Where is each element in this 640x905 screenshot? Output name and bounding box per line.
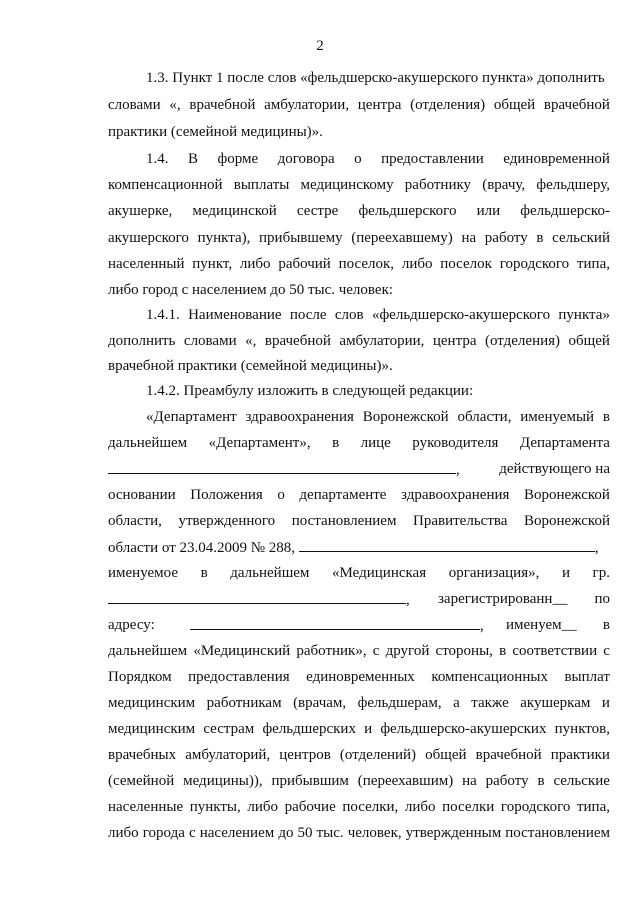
page-number: 2 bbox=[316, 38, 324, 54]
word: рабочий bbox=[278, 256, 331, 272]
word: (врачу, bbox=[482, 177, 526, 193]
text-fragment: , bbox=[406, 592, 410, 608]
text-line bbox=[108, 255, 610, 273]
text-line bbox=[108, 332, 610, 350]
word: утвержденным bbox=[405, 825, 502, 841]
word: стороны, bbox=[435, 643, 493, 659]
text-fragment bbox=[506, 616, 610, 634]
word: (переехавшим) bbox=[357, 773, 454, 789]
word: населением bbox=[199, 825, 275, 841]
word: в bbox=[536, 230, 544, 246]
word: врачебной bbox=[475, 747, 542, 763]
word: В bbox=[187, 151, 198, 167]
word: лице bbox=[360, 435, 391, 451]
word: акушеркам bbox=[520, 695, 591, 711]
text-line: врачебной практики (семейной медицины)». bbox=[108, 358, 393, 374]
word: здравоохранения bbox=[245, 409, 354, 425]
text-fragment: , bbox=[594, 540, 599, 556]
word: фельдшерско- bbox=[520, 203, 610, 219]
word: «фельдшерско-акушерского bbox=[371, 307, 551, 323]
text-line: 1.4.2. Преамбулу изложить в следующей редакции: bbox=[146, 383, 474, 399]
word: зарегистрированн__ bbox=[438, 591, 568, 607]
text-line bbox=[108, 460, 610, 479]
word: Воронежской bbox=[523, 513, 610, 529]
word: прибывшему bbox=[259, 230, 343, 246]
word: или bbox=[476, 203, 501, 219]
word: рабочие bbox=[284, 799, 336, 815]
word: населенный bbox=[108, 256, 185, 272]
text-line bbox=[146, 408, 610, 426]
word: Порядком bbox=[108, 669, 172, 685]
text-line bbox=[108, 616, 610, 634]
word: после bbox=[289, 307, 327, 323]
word: «Медицинская bbox=[332, 565, 427, 581]
text-fragment: , bbox=[456, 462, 460, 478]
word: сельский bbox=[552, 230, 610, 246]
word: словами bbox=[183, 333, 237, 349]
text-line bbox=[108, 229, 610, 247]
word: либо bbox=[247, 799, 278, 815]
blank-field bbox=[108, 590, 406, 604]
word: соответствии bbox=[512, 643, 598, 659]
word: другой bbox=[385, 643, 430, 659]
text-line bbox=[108, 96, 610, 114]
word: и bbox=[601, 695, 610, 711]
word: работникам bbox=[206, 695, 282, 711]
word: медицинским bbox=[108, 695, 196, 711]
blank-field bbox=[190, 616, 480, 630]
word: общей bbox=[568, 333, 610, 349]
word: в bbox=[537, 773, 545, 789]
word: организация», bbox=[448, 565, 540, 581]
word: городского bbox=[499, 256, 570, 272]
word: (семейной bbox=[108, 773, 175, 789]
word: (отделений) bbox=[339, 747, 417, 763]
text-line bbox=[108, 564, 610, 582]
word: «Департамент bbox=[146, 409, 237, 425]
word: утвержденного bbox=[178, 513, 276, 529]
word: поселки bbox=[442, 799, 495, 815]
word: поселок bbox=[440, 256, 492, 272]
word: пункта» bbox=[558, 307, 610, 323]
word: общей bbox=[425, 747, 467, 763]
word: врачебной bbox=[264, 333, 331, 349]
word: медицинским bbox=[108, 721, 196, 737]
word: здравоохранения bbox=[401, 487, 510, 503]
word: единовременных bbox=[306, 669, 415, 685]
word: амбулатории, bbox=[339, 333, 425, 349]
text-line bbox=[146, 150, 610, 168]
word: населенные bbox=[108, 799, 184, 815]
word: прибывшим bbox=[271, 773, 349, 789]
text-line bbox=[108, 176, 610, 194]
blank-field bbox=[299, 538, 595, 552]
word: либо bbox=[404, 799, 436, 815]
word: сельские bbox=[553, 773, 610, 789]
word: Воронежской bbox=[523, 487, 610, 503]
word: гр. bbox=[592, 565, 610, 581]
text-line: практики (семейной медицины)». bbox=[108, 124, 323, 140]
word: амбулатории, bbox=[264, 97, 350, 113]
word: именуемое bbox=[108, 565, 178, 581]
word: города bbox=[142, 825, 185, 841]
word: договора bbox=[277, 151, 335, 167]
word: именуемый bbox=[520, 409, 595, 425]
word: сестре bbox=[296, 203, 339, 219]
word: фельдшеру, bbox=[536, 177, 610, 193]
word: общей bbox=[493, 97, 536, 113]
text-fragment: адресу: bbox=[108, 617, 155, 633]
word: постановлением bbox=[505, 825, 610, 841]
word: центров bbox=[279, 747, 331, 763]
word: в bbox=[602, 409, 610, 425]
text-fragment: действующего на bbox=[499, 461, 610, 477]
text-line bbox=[108, 668, 610, 686]
word: фельдшерских bbox=[262, 721, 356, 737]
word: типа, bbox=[576, 799, 610, 815]
text-line bbox=[108, 590, 610, 609]
text-line bbox=[108, 538, 610, 557]
word: постановлением bbox=[291, 513, 397, 529]
word: человек, bbox=[347, 825, 402, 841]
text-fragment: , bbox=[480, 618, 484, 634]
text-line bbox=[108, 694, 610, 712]
word: департаменте bbox=[299, 487, 387, 503]
word: словами bbox=[108, 97, 161, 113]
word: пункта), bbox=[197, 230, 251, 246]
text-line bbox=[108, 798, 610, 816]
word: врачебной bbox=[543, 97, 610, 113]
text-line bbox=[108, 720, 610, 738]
word: фельдшерам, bbox=[357, 695, 442, 711]
word: о bbox=[354, 151, 362, 167]
word: области, bbox=[108, 513, 162, 529]
word: до bbox=[278, 825, 294, 841]
word: врачебных bbox=[108, 747, 177, 763]
word: и bbox=[364, 721, 373, 737]
word: о bbox=[277, 487, 285, 503]
word: сестрам bbox=[203, 721, 255, 737]
word: руководителя bbox=[412, 435, 499, 451]
word: области, bbox=[457, 409, 512, 425]
text-fragment: области от 23.04.2009 № 288, bbox=[108, 540, 296, 556]
word: основании bbox=[108, 487, 176, 503]
word: на bbox=[461, 230, 477, 246]
word: Положения bbox=[190, 487, 263, 503]
text-line bbox=[108, 772, 610, 790]
text-line bbox=[108, 824, 610, 842]
text-line bbox=[108, 512, 610, 530]
word: на bbox=[462, 773, 477, 789]
word: поселки, bbox=[342, 799, 399, 815]
word: работу bbox=[485, 773, 529, 789]
word: и bbox=[561, 565, 570, 581]
text-line bbox=[108, 434, 610, 452]
word: (переехавшему) bbox=[351, 230, 453, 246]
word: либо bbox=[108, 825, 139, 841]
word: пунктов, bbox=[554, 721, 610, 737]
word: акушерке, bbox=[108, 203, 173, 219]
word: с bbox=[603, 643, 610, 659]
word: медицины)), bbox=[183, 773, 263, 789]
word: выплат bbox=[564, 669, 610, 685]
word: Наименование bbox=[188, 307, 282, 323]
word: работу bbox=[484, 230, 528, 246]
word: (отделения) bbox=[484, 333, 561, 349]
word: «Департамент», bbox=[208, 435, 311, 451]
word: (врачам, bbox=[293, 695, 347, 711]
blank-field bbox=[108, 460, 456, 474]
word: поселок, bbox=[338, 256, 395, 272]
word: компенсационной bbox=[108, 177, 223, 193]
word: пункт, bbox=[192, 256, 233, 272]
word: (отделения) bbox=[410, 97, 486, 113]
word: по bbox=[594, 591, 610, 607]
word: городского bbox=[500, 799, 571, 815]
word: дальнейшем bbox=[108, 435, 188, 451]
word: либо bbox=[239, 256, 271, 272]
text-line bbox=[108, 746, 610, 764]
text-line: либо город с населением до 50 тыс. человек: bbox=[108, 282, 394, 298]
word: предоставлении bbox=[381, 151, 484, 167]
word: фельдшерского bbox=[358, 203, 457, 219]
word: в bbox=[200, 565, 208, 581]
word: выплаты bbox=[233, 177, 290, 193]
word: работнику bbox=[404, 177, 472, 193]
word: предоставления bbox=[188, 669, 290, 685]
word: единовременной bbox=[503, 151, 610, 167]
word: Правительства bbox=[413, 513, 508, 529]
word: амбулаторий, bbox=[185, 747, 271, 763]
word: дополнить bbox=[108, 333, 176, 349]
text-line bbox=[108, 202, 610, 220]
word: дальнейшем bbox=[230, 565, 310, 581]
word: 50 bbox=[297, 825, 313, 841]
word: в bbox=[499, 643, 507, 659]
word: в bbox=[602, 617, 610, 633]
text-line bbox=[146, 306, 610, 324]
text-line bbox=[108, 642, 610, 660]
word: дальнейшем bbox=[108, 643, 188, 659]
text-line bbox=[108, 486, 610, 504]
word: также bbox=[471, 695, 509, 711]
word: «Медицинский bbox=[193, 643, 291, 659]
word: врачебной bbox=[189, 97, 256, 113]
word: форме bbox=[217, 151, 259, 167]
word: «, bbox=[169, 97, 181, 113]
word: с bbox=[188, 825, 196, 841]
word: 1.4. bbox=[146, 151, 169, 167]
word: «, bbox=[245, 333, 257, 349]
word: практики bbox=[550, 747, 610, 763]
word: Департамента bbox=[519, 435, 610, 451]
word: медицинскому bbox=[300, 177, 394, 193]
word: типа, bbox=[576, 256, 610, 272]
word: медицинской bbox=[192, 203, 277, 219]
word: компенсационных bbox=[431, 669, 548, 685]
word: тыс. bbox=[316, 825, 344, 841]
word: центра bbox=[432, 333, 477, 349]
word: а bbox=[453, 695, 460, 711]
text-line: 1.3. Пункт 1 после слов «фельдшерско-акушерского пункта» дополнить bbox=[146, 70, 605, 86]
word: слов bbox=[334, 307, 364, 323]
word: работник», bbox=[296, 643, 367, 659]
word: 1.4.1. bbox=[146, 307, 180, 323]
word: либо bbox=[401, 256, 433, 272]
word: пункты, bbox=[189, 799, 241, 815]
word: именуем__ bbox=[506, 617, 577, 633]
word: центра bbox=[357, 97, 402, 113]
word: Воронежской bbox=[362, 409, 449, 425]
word: с bbox=[372, 643, 380, 659]
word: акушерского bbox=[108, 230, 189, 246]
text-fragment bbox=[438, 590, 610, 608]
word: фельдшерско-акушерских bbox=[380, 721, 547, 737]
word: в bbox=[332, 435, 340, 451]
